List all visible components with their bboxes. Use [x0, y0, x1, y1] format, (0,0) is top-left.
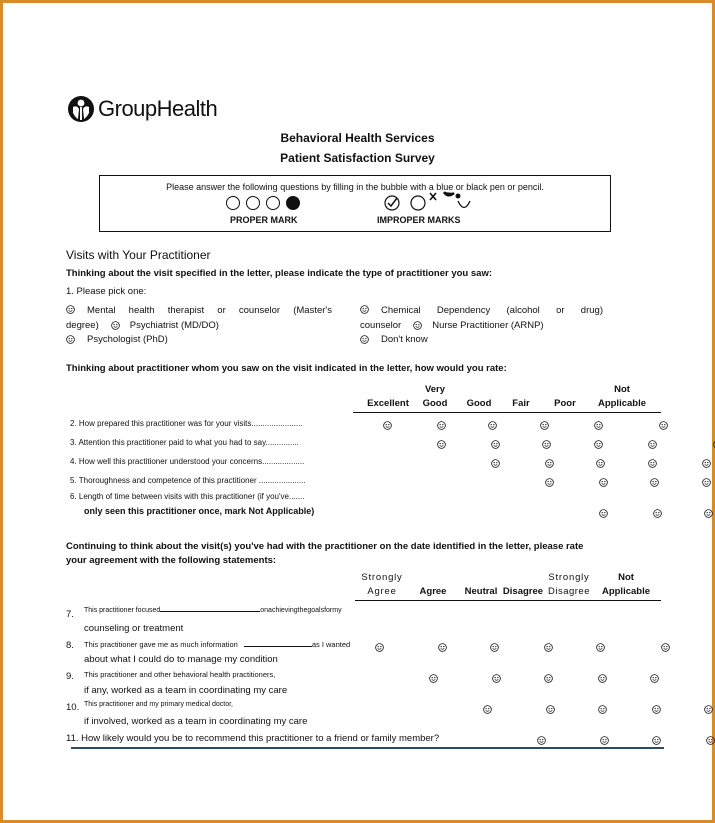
- rating-bubble-icon[interactable]: [437, 440, 446, 449]
- option-label: Don't know: [381, 334, 428, 345]
- question-7-text-2: onachievingthegoalsformy: [260, 607, 342, 614]
- question-7-text: This practitioner focused: [84, 607, 161, 614]
- option-row: [360, 320, 544, 331]
- option-psychologist[interactable]: [66, 334, 168, 345]
- rating-grid: [3, 3, 712, 21]
- agreement-header: [355, 571, 661, 601]
- col-very: Very: [424, 384, 446, 395]
- option-row: [66, 320, 219, 331]
- question-8-text: This practitioner gave me as much information: [84, 640, 238, 649]
- rating-bubble-icon[interactable]: [483, 705, 492, 714]
- rating-bubble-icon[interactable]: [490, 643, 499, 652]
- question-2: 2. How prepared this practitioner was for your visits.......................: [70, 419, 303, 428]
- rating-bubble-icon[interactable]: [648, 440, 657, 449]
- col-excellent: Excellent: [367, 398, 409, 409]
- rating-bubble-icon[interactable]: [653, 509, 662, 518]
- rating-bubble-icon[interactable]: [652, 736, 661, 745]
- rating-bubble-icon[interactable]: [491, 459, 500, 468]
- rating-bubble-icon[interactable]: [594, 421, 603, 430]
- question-6: 6. Length of time between visits with this practitioner (if you've.......: [70, 492, 305, 501]
- rating-bubble-icon[interactable]: [652, 705, 661, 714]
- col-not-applicable: Applicable: [601, 586, 651, 597]
- rating-bubble-icon[interactable]: [659, 421, 668, 430]
- empty-bubble-icon: [246, 196, 260, 210]
- rating-bubble-icon[interactable]: [544, 643, 553, 652]
- rating-bubble-icon[interactable]: [594, 440, 603, 449]
- question-3: 3. Attention this practitioner paid to what you had to say...............: [70, 438, 299, 447]
- smiley-bubble-icon: [66, 305, 75, 314]
- survey-page: [3, 3, 712, 820]
- logo: [67, 95, 217, 123]
- col-poor: Poor: [554, 398, 576, 409]
- rating-bubble-icon[interactable]: [375, 643, 384, 652]
- rating-bubble-icon[interactable]: [650, 478, 659, 487]
- smiley-bubble-icon[interactable]: [413, 321, 422, 330]
- option-label: Mental health therapist or counselor (Master's: [87, 305, 332, 316]
- rating-bubble-icon[interactable]: [600, 736, 609, 745]
- rating-bubble-icon[interactable]: [537, 736, 546, 745]
- rating-bubble-icon[interactable]: [704, 509, 713, 518]
- smiley-bubble-icon: [66, 335, 75, 344]
- grouphealth-logo-icon: [67, 95, 95, 123]
- rating-bubble-icon[interactable]: [599, 509, 608, 518]
- rating-bubble-icon[interactable]: [429, 674, 438, 683]
- question-7-line1: [84, 604, 342, 614]
- col-good: Good: [466, 398, 492, 409]
- option-dont-know[interactable]: [360, 334, 428, 345]
- empty-bubble-icon: [226, 196, 240, 210]
- rating-bubble-icon[interactable]: [702, 478, 711, 487]
- option-label: counselor: [360, 320, 402, 331]
- agreement-grid: [3, 21, 712, 39]
- rating-bubble-icon[interactable]: [596, 459, 605, 468]
- col-not: Not: [618, 572, 634, 583]
- question-1: 1. Please pick one:: [66, 286, 147, 297]
- section1-prompt: Thinking about the visit specified in the letter, please indicate the type of practitioner you saw:: [66, 268, 492, 279]
- section2-prompt: Thinking about practitioner whom you saw on the visit indicated in the letter, how would you rate:: [66, 363, 507, 374]
- rating-bubble-icon[interactable]: [544, 674, 553, 683]
- rating-bubble-icon[interactable]: [598, 674, 607, 683]
- rating-bubble-icon[interactable]: [545, 459, 554, 468]
- question-9-number: 9.: [66, 671, 74, 682]
- col-disagree: Disagree: [502, 586, 544, 597]
- question-10-line2: if involved, worked as a team in coordinating my care: [84, 716, 308, 727]
- col-neutral: Neutral: [464, 586, 498, 597]
- improper-marks-icon: [384, 190, 480, 214]
- option-label: Chemical Dependency (alcohol or drug): [381, 305, 603, 316]
- col-not-applicable: Applicable: [597, 398, 647, 409]
- option-label: degree): [66, 320, 99, 331]
- instructions-text: Please answer the following questions by filling in the bubble with a blue or black pen or pencil.: [166, 182, 544, 192]
- question-8-line1: [84, 639, 350, 649]
- option-label: Psychologist (PhD): [87, 334, 168, 345]
- rating-bubble-icon[interactable]: [599, 478, 608, 487]
- question-8-line2: about what I could do to manage my condition: [84, 654, 278, 665]
- empty-bubble-icon: [266, 196, 280, 210]
- section3-prompt-2: your agreement with the following statements:: [66, 555, 277, 566]
- rating-bubble-icon[interactable]: [650, 674, 659, 683]
- proper-mark-bubbles: [226, 196, 306, 215]
- rating-header: [353, 383, 661, 413]
- question-11: 11. How likely would you be to recommend this practitioner to a friend or family member?: [66, 733, 440, 744]
- col-strongly-agree: Agree: [367, 586, 397, 597]
- filled-bubble-icon: [286, 196, 300, 210]
- rating-bubble-icon[interactable]: [545, 478, 554, 487]
- rating-bubble-icon[interactable]: [661, 643, 670, 652]
- option-label: Psychiatrist (MD/DO): [129, 320, 219, 331]
- option-label: Nurse Practitioner (ARNP): [432, 320, 544, 331]
- rating-bubble-icon[interactable]: [488, 421, 497, 430]
- rating-bubble-icon[interactable]: [492, 674, 501, 683]
- question-9-line1: This practitioner and other behavioral health practitioners,: [84, 670, 276, 679]
- question-5: 5. Thoroughness and competence of this practitioner .....................: [70, 476, 306, 485]
- rating-bubble-icon[interactable]: [648, 459, 657, 468]
- option-mental-health[interactable]: [66, 305, 332, 316]
- question-9-line2: if any, worked as a team in coordinating my care: [84, 685, 288, 696]
- rating-bubble-icon[interactable]: [596, 643, 605, 652]
- smiley-bubble-icon: [360, 305, 369, 314]
- col-fair: Fair: [512, 398, 530, 409]
- col-agree: Agree: [419, 586, 447, 597]
- rating-bubble-icon[interactable]: [702, 459, 711, 468]
- instructions-box: [99, 175, 611, 232]
- logo-text: GroupHealth: [98, 96, 218, 121]
- fill-line: [160, 604, 260, 612]
- question-8-number: 8.: [66, 640, 74, 651]
- question-6-note: only seen this practitioner once, mark Not Applicable): [84, 506, 315, 516]
- question-7-number: 7.: [66, 609, 74, 620]
- question-10-line1: This practitioner and my primary medical doctor,: [84, 701, 233, 708]
- col-not: Not: [614, 384, 630, 395]
- rating-bubble-icon[interactable]: [704, 705, 713, 714]
- col-strongly-disagree: Disagree: [547, 586, 591, 597]
- rating-bubble-icon[interactable]: [383, 421, 392, 430]
- section3-prompt: Continuing to think about the visit(s) you've had with the practitioner on the date identified in the letter, please rate: [66, 541, 584, 552]
- divider: [71, 747, 664, 749]
- rating-bubble-icon[interactable]: [437, 421, 446, 430]
- option-chemical[interactable]: [360, 305, 603, 316]
- smiley-bubble-icon[interactable]: [111, 321, 120, 330]
- header-subtitle: Patient Satisfaction Survey: [280, 151, 435, 165]
- col-strongly: Strongly: [548, 572, 590, 583]
- rating-bubble-icon[interactable]: [540, 421, 549, 430]
- rating-bubble-icon[interactable]: [706, 736, 715, 745]
- col-strongly: Strongly: [361, 572, 403, 583]
- smiley-bubble-icon: [360, 335, 369, 344]
- question-7-line2: counseling or treatment: [84, 623, 184, 634]
- fill-line: [244, 639, 312, 647]
- rating-bubble-icon[interactable]: [491, 440, 500, 449]
- header-title: Behavioral Health Services: [280, 131, 435, 145]
- section-title: Visits with Your Practitioner: [66, 248, 211, 262]
- improper-marks-label: IMPROPER MARKS: [377, 215, 461, 225]
- rating-bubble-icon[interactable]: [598, 705, 607, 714]
- question-4: 4. How well this practitioner understood your concerns...................: [70, 457, 305, 466]
- question-8-text-2: as I wanted: [311, 640, 351, 649]
- rating-bubble-icon[interactable]: [438, 643, 447, 652]
- rating-bubble-icon[interactable]: [542, 440, 551, 449]
- proper-mark-label: PROPER MARK: [230, 215, 298, 225]
- col-very-good: Good: [422, 398, 448, 409]
- rating-bubble-icon[interactable]: [546, 705, 555, 714]
- question-10-number: 10.: [66, 702, 80, 713]
